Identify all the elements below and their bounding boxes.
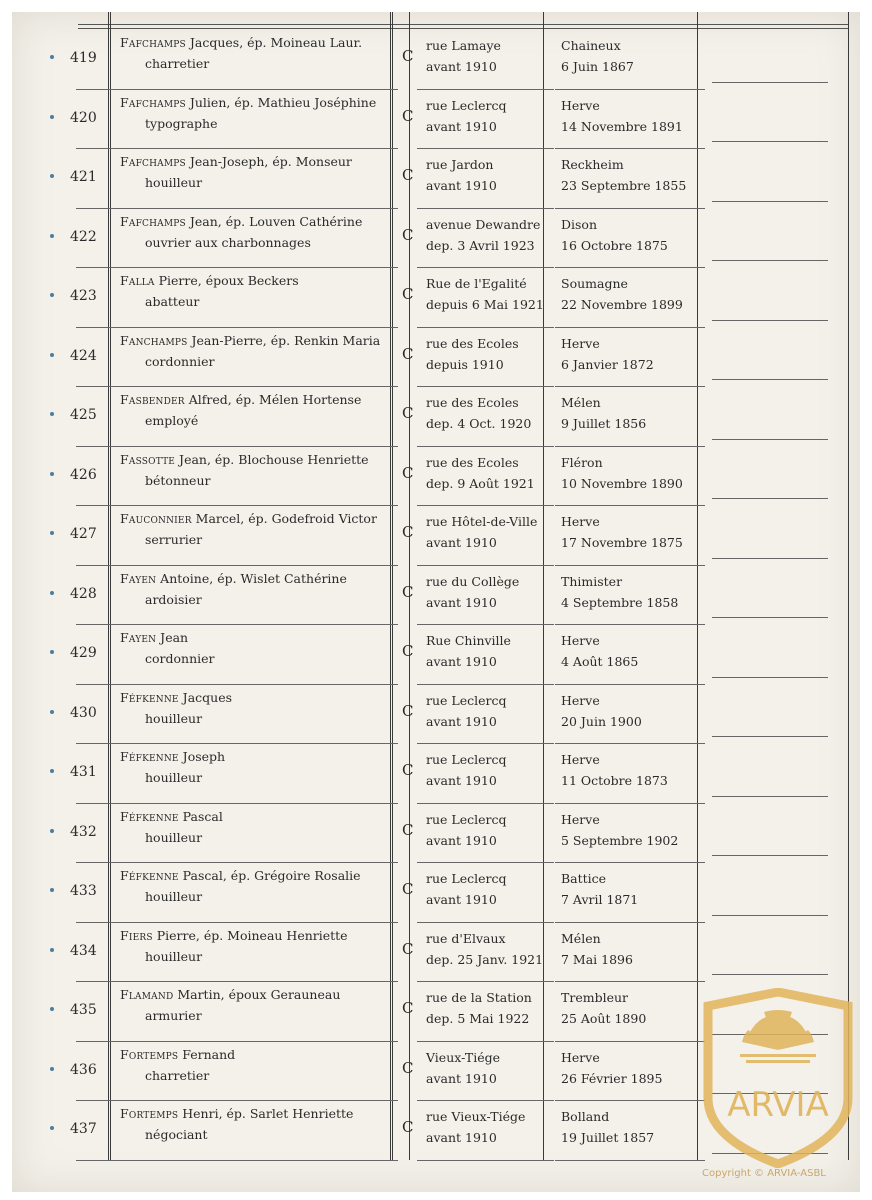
- register-entry: [12, 328, 860, 388]
- entry-number: 429: [70, 645, 97, 661]
- entry-street: rue des Ecoles: [426, 335, 519, 351]
- entry-surname: Fafchamps: [120, 154, 186, 169]
- entry-street: rue du Collège: [426, 573, 520, 589]
- row-rule: [712, 855, 828, 856]
- entry-residence-since: avant 1910: [426, 1070, 497, 1086]
- row-rule: [712, 974, 828, 975]
- entry-address: [426, 35, 501, 77]
- margin-dot: [50, 1126, 54, 1130]
- entry-name: [120, 928, 348, 943]
- entry-address: [426, 987, 532, 1029]
- entry-category: C: [402, 106, 414, 125]
- entry-birthplace: Herve: [561, 97, 600, 113]
- row-rule: [712, 379, 828, 380]
- entry-occupation: houilleur: [145, 770, 203, 785]
- entry-given-spouse: Julien, ép. Mathieu Joséphine: [185, 94, 377, 110]
- entry-birth: [561, 273, 683, 315]
- entry-birthplace: Soumagne: [561, 276, 628, 291]
- entry-street: rue Leclercq: [426, 811, 507, 827]
- entry-surname: Fanchamps: [120, 332, 188, 348]
- entry-birthplace: Herve: [561, 335, 600, 351]
- row-rule: [712, 677, 828, 678]
- entry-street: rue Vieux-Tiége: [426, 1109, 526, 1124]
- entry-occupation: ardoisier: [145, 591, 202, 607]
- entry-name: [120, 571, 347, 586]
- entry-surname: Féfkenne: [120, 868, 179, 883]
- entry-birthdate: 4 Août 1865: [561, 654, 639, 669]
- entry-birthdate: 23 Septembre 1855: [561, 178, 687, 193]
- entry-residence-since: avant 1910: [426, 118, 497, 134]
- entry-birthdate: 5 Septembre 1902: [561, 832, 679, 848]
- entry-given-spouse: Pierre, ép. Moineau Henriette: [152, 927, 348, 943]
- entry-birthdate: 17 Novembre 1875: [561, 535, 683, 550]
- entry-category: C: [402, 582, 414, 601]
- entry-residence-since: avant 1910: [426, 1130, 497, 1145]
- entry-street: rue d'Elvaux: [426, 930, 506, 946]
- entry-surname: Féfkenne: [120, 689, 179, 705]
- entry-number: 424: [70, 347, 97, 364]
- entry-category: C: [402, 344, 414, 363]
- row-rule: [76, 1160, 398, 1161]
- entry-surname: Fortemps: [120, 1046, 179, 1062]
- entry-category: C: [402, 1058, 414, 1077]
- entry-address: [426, 333, 519, 375]
- entry-name: [120, 214, 362, 229]
- entry-street: rue Leclercq: [426, 871, 507, 886]
- entry-address: [426, 273, 544, 315]
- margin-dot: [50, 650, 54, 654]
- row-rule: [712, 201, 828, 202]
- entry-category: C: [402, 999, 414, 1017]
- entry-birth: [561, 690, 642, 732]
- entry-given-spouse: Pascal, ép. Grégoire Rosalie: [178, 868, 361, 883]
- register-entry: [12, 149, 860, 209]
- entry-birth: [561, 95, 683, 137]
- entry-occupation: houilleur: [145, 948, 203, 964]
- entry-name: [120, 154, 352, 169]
- entry-birthplace: Fléron: [561, 454, 603, 470]
- row-rule: [712, 558, 828, 559]
- entry-address: [426, 928, 543, 970]
- entry-given-spouse: Jacques, ép. Moineau Laur.: [185, 35, 363, 50]
- margin-dot: [50, 293, 54, 297]
- entry-residence-since: avant 1910: [426, 535, 497, 550]
- entry-occupation: houilleur: [145, 889, 203, 904]
- margin-dot: [50, 1007, 54, 1011]
- entry-birth: [561, 1106, 654, 1148]
- entry-number: 434: [70, 942, 97, 959]
- entry-number: 427: [70, 526, 97, 542]
- entry-address: [426, 95, 506, 137]
- entry-number: 426: [70, 466, 97, 483]
- entry-birth: [561, 749, 668, 791]
- entry-birthplace: Trembleur: [561, 990, 628, 1005]
- entry-occupation: houilleur: [145, 829, 203, 845]
- margin-dot: [50, 472, 54, 476]
- header-double-rule: [78, 24, 848, 29]
- entry-surname: Flamand: [120, 987, 174, 1002]
- entry-occupation: négociant: [145, 1127, 208, 1142]
- entry-number: 436: [70, 1061, 97, 1078]
- entry-residence-since: avant 1910: [426, 594, 497, 610]
- entry-birthdate: 4 Septembre 1858: [561, 594, 679, 610]
- entry-occupation: typographe: [145, 115, 218, 131]
- entry-number: 428: [70, 585, 97, 602]
- margin-dot: [50, 948, 54, 952]
- entry-surname: Fayen: [120, 630, 157, 645]
- row-rule: [712, 141, 828, 142]
- row-rule: [712, 736, 828, 737]
- entry-address: [426, 749, 506, 791]
- entry-street: rue Leclercq: [426, 752, 507, 767]
- entry-address: [426, 1047, 500, 1089]
- entry-surname: Fortemps: [120, 1106, 179, 1121]
- entry-name: [120, 273, 299, 288]
- entry-occupation: houilleur: [145, 710, 203, 726]
- entry-surname: Fafchamps: [120, 213, 186, 229]
- entry-birthplace: Herve: [561, 633, 600, 648]
- margin-dot: [50, 1067, 54, 1071]
- entry-surname: Fayen: [120, 570, 157, 586]
- entry-birthdate: 9 Juillet 1856: [561, 416, 647, 431]
- register-entry: [12, 804, 860, 864]
- entry-given-spouse: Fernand: [178, 1046, 236, 1062]
- entry-birth: [561, 1047, 662, 1089]
- entry-category: C: [402, 463, 414, 482]
- entry-given-spouse: Jean, ép. Blochouse Henriette: [175, 451, 369, 467]
- entry-occupation: ouvrier aux charbonnages: [145, 234, 311, 250]
- entry-category: C: [402, 404, 414, 422]
- entry-birth: [561, 868, 638, 910]
- entry-name: [120, 35, 362, 50]
- row-rule: [712, 498, 828, 499]
- entry-name: [120, 511, 377, 526]
- entry-number: 422: [70, 228, 97, 245]
- entry-birthplace: Bolland: [561, 1109, 610, 1124]
- margin-dot: [50, 412, 54, 416]
- register-entry: [12, 209, 860, 269]
- register-entry: [12, 566, 860, 626]
- entry-residence-since: avant 1910: [426, 832, 497, 848]
- entry-residence-since: dep. 5 Mai 1922: [426, 1011, 530, 1026]
- entry-occupation: serrurier: [145, 532, 203, 547]
- entry-birth: [561, 452, 683, 494]
- entry-birthplace: Mélen: [561, 395, 601, 410]
- entry-street: rue Jardon: [426, 157, 494, 172]
- register-entry: [12, 447, 860, 507]
- entry-occupation: armurier: [145, 1008, 202, 1023]
- entry-birth: [561, 333, 654, 375]
- entry-street: Rue de l'Egalité: [426, 276, 527, 291]
- margin-dot: [50, 234, 54, 238]
- entry-birth: [561, 630, 638, 672]
- margin-dot: [50, 531, 54, 535]
- entry-surname: Fafchamps: [120, 35, 186, 50]
- entry-number: 437: [70, 1121, 97, 1137]
- entry-birthplace: Dison: [561, 216, 598, 232]
- entry-address: [426, 571, 519, 613]
- entry-address: [426, 511, 537, 553]
- entry-occupation: bétonneur: [145, 472, 211, 488]
- margin-dot: [50, 888, 54, 892]
- register-entry: [12, 90, 860, 150]
- entry-birthdate: 10 Novembre 1890: [561, 475, 683, 491]
- entry-occupation: abatteur: [145, 294, 200, 309]
- row-rule: [712, 915, 828, 916]
- register-entry: [12, 923, 860, 983]
- entry-street: rue Leclercq: [426, 97, 507, 113]
- entry-residence-since: dep. 4 Oct. 1920: [426, 416, 532, 431]
- entry-street: avenue Dewandre: [426, 216, 541, 232]
- entry-name: [120, 868, 361, 883]
- entry-birthdate: 20 Juin 1900: [561, 713, 642, 729]
- entry-surname: Féfkenne: [120, 808, 179, 824]
- entry-number: 431: [70, 764, 97, 780]
- entry-street: Rue Chinville: [426, 633, 511, 648]
- entry-occupation: employé: [145, 413, 199, 428]
- entry-number: 421: [70, 169, 97, 185]
- entry-surname: Falla: [120, 273, 155, 288]
- margin-dot: [50, 769, 54, 773]
- entry-surname: Fassotte: [120, 451, 176, 467]
- entry-number: 430: [70, 704, 97, 721]
- entry-birth: [561, 154, 686, 196]
- entry-surname: Fafchamps: [120, 94, 186, 110]
- entry-birthdate: 6 Juin 1867: [561, 59, 634, 74]
- register-entry: [12, 863, 860, 923]
- entry-birth: [561, 987, 646, 1029]
- entry-address: [426, 1106, 525, 1148]
- entry-number: 435: [70, 1002, 97, 1018]
- row-rule: [712, 82, 828, 83]
- entry-birthdate: 16 Octobre 1875: [561, 237, 668, 253]
- entry-name: [120, 452, 369, 467]
- entry-name: [120, 690, 232, 705]
- entry-street: rue des Ecoles: [426, 395, 519, 410]
- entry-given-spouse: Marcel, ép. Godefroid Victor: [191, 511, 377, 526]
- entry-birthdate: 7 Mai 1896: [561, 951, 633, 967]
- row-rule: [555, 1160, 705, 1161]
- entry-surname: Fasbender: [120, 392, 185, 407]
- register-entry: [12, 685, 860, 745]
- entry-given-spouse: Pierre, époux Beckers: [154, 273, 299, 288]
- entry-given-spouse: Alfred, ép. Mélen Hortense: [184, 392, 362, 407]
- entry-birthplace: Mélen: [561, 930, 601, 946]
- entry-birthplace: Herve: [561, 514, 600, 529]
- entry-residence-since: avant 1910: [426, 654, 497, 669]
- entry-category: C: [402, 225, 414, 244]
- entry-residence-since: avant 1910: [426, 59, 497, 74]
- entry-birthdate: 14 Novembre 1891: [561, 118, 683, 134]
- entry-birth: [561, 511, 683, 553]
- entry-street: rue Lamaye: [426, 38, 501, 53]
- entry-residence-since: avant 1910: [426, 892, 497, 907]
- margin-dot: [50, 174, 54, 178]
- entry-given-spouse: Joseph: [178, 749, 226, 764]
- entry-name: [120, 95, 376, 110]
- margin-dot: [50, 591, 54, 595]
- entry-residence-since: dep. 9 Août 1921: [426, 475, 535, 491]
- row-rule: [417, 1160, 554, 1161]
- entry-name: [120, 1047, 235, 1062]
- row-rule: [712, 617, 828, 618]
- margin-dot: [50, 55, 54, 59]
- entry-surname: Féfkenne: [120, 749, 179, 764]
- entry-occupation: charretier: [145, 1067, 210, 1083]
- entry-birthplace: Chaineux: [561, 38, 621, 53]
- entry-category: C: [402, 761, 414, 779]
- entry-category: C: [402, 880, 414, 898]
- entry-category: C: [402, 1118, 414, 1136]
- entry-birthplace: Reckheim: [561, 157, 624, 172]
- entry-name: [120, 333, 380, 348]
- entry-birthplace: Herve: [561, 752, 600, 767]
- entry-given-spouse: Jean-Pierre, ép. Renkin Maria: [187, 332, 381, 348]
- entry-address: [426, 214, 540, 256]
- entry-residence-since: avant 1910: [426, 178, 497, 193]
- register-entry: [12, 506, 860, 566]
- register-page: [12, 12, 860, 1192]
- entry-address: [426, 630, 511, 672]
- arvia-shield-logo: [698, 988, 858, 1168]
- register-entry: [12, 30, 860, 90]
- entry-birthdate: 19 Juillet 1857: [561, 1130, 655, 1145]
- entry-category: C: [402, 285, 414, 303]
- entry-given-spouse: Martin, époux Gerauneau: [173, 987, 341, 1002]
- margin-dot: [50, 710, 54, 714]
- entry-name: [120, 987, 340, 1002]
- entry-birthdate: 26 Février 1895: [561, 1070, 663, 1086]
- entry-street: rue des Ecoles: [426, 454, 519, 470]
- entry-residence-since: dep. 25 Janv. 1921: [426, 951, 544, 967]
- entry-category: C: [402, 523, 414, 541]
- entry-street: rue Leclercq: [426, 692, 507, 708]
- entry-address: [426, 392, 531, 434]
- margin-dot: [50, 115, 54, 119]
- margin-dot: [50, 829, 54, 833]
- entry-birthplace: Herve: [561, 1049, 600, 1065]
- entry-residence-since: depuis 1910: [426, 356, 504, 372]
- entry-given-spouse: Jean-Joseph, ép. Monseur: [185, 154, 352, 169]
- entry-residence-since: avant 1910: [426, 713, 497, 729]
- entry-occupation: houilleur: [145, 175, 203, 190]
- entry-given-spouse: Pascal: [178, 808, 223, 824]
- entry-birthdate: 7 Avril 1871: [561, 892, 639, 907]
- entry-occupation: cordonnier: [145, 651, 215, 666]
- entry-birth: [561, 809, 678, 851]
- entry-street: Vieux-Tiége: [426, 1049, 500, 1065]
- entry-birthplace: Herve: [561, 692, 600, 708]
- entry-given-spouse: Jacques: [178, 689, 233, 705]
- entry-birth: [561, 214, 668, 256]
- row-rule: [712, 439, 828, 440]
- entry-surname: Fauconnier: [120, 511, 192, 526]
- entry-birth: [561, 35, 634, 77]
- entry-number: 423: [70, 288, 97, 304]
- entry-number: 425: [70, 407, 97, 423]
- margin-dot: [50, 353, 54, 357]
- entry-birthdate: 6 Janvier 1872: [561, 356, 654, 372]
- entry-address: [426, 809, 506, 851]
- entry-residence-since: depuis 6 Mai 1921: [426, 297, 544, 312]
- entry-street: rue de la Station: [426, 990, 532, 1005]
- entry-name: [120, 809, 223, 824]
- entry-address: [426, 154, 497, 196]
- entry-birthdate: 22 Novembre 1899: [561, 297, 683, 312]
- entry-occupation: cordonnier: [145, 353, 215, 369]
- entry-given-spouse: Jean: [156, 630, 189, 645]
- entry-category: C: [402, 820, 414, 839]
- row-rule: [712, 320, 828, 321]
- entry-number: 432: [70, 823, 97, 840]
- logo-text: ARVIA: [727, 1085, 829, 1125]
- entry-category: C: [402, 166, 414, 184]
- entry-street: rue Hôtel-de-Ville: [426, 514, 538, 529]
- entry-name: [120, 749, 225, 764]
- entry-given-spouse: Henri, ép. Sarlet Henriette: [178, 1106, 354, 1121]
- entry-occupation: charretier: [145, 56, 210, 71]
- entry-name: [120, 1106, 353, 1121]
- entry-number: 433: [70, 883, 97, 899]
- entry-given-spouse: Antoine, ép. Wislet Cathérine: [156, 570, 347, 586]
- entry-address: [426, 452, 535, 494]
- entry-birthplace: Battice: [561, 871, 607, 886]
- register-entry: [12, 744, 860, 804]
- entry-surname: Fiers: [120, 927, 153, 943]
- row-rule: [712, 260, 828, 261]
- entry-name: [120, 630, 188, 645]
- entry-category: C: [402, 939, 414, 958]
- entry-name: [120, 392, 361, 407]
- register-entry: [12, 268, 860, 328]
- entry-category: C: [402, 47, 414, 65]
- entry-given-spouse: Jean, ép. Louven Cathérine: [185, 213, 363, 229]
- entry-category: C: [402, 701, 414, 720]
- entry-birthdate: 25 Août 1890: [561, 1011, 647, 1026]
- entry-address: [426, 868, 506, 910]
- register-entry: [12, 625, 860, 685]
- entry-number: 420: [70, 109, 97, 126]
- register-entry: [12, 387, 860, 447]
- entry-number: 419: [70, 50, 97, 66]
- entry-category: C: [402, 642, 414, 660]
- entry-address: [426, 690, 506, 732]
- entry-birth: [561, 392, 646, 434]
- entry-birthplace: Thimister: [561, 573, 623, 589]
- entry-birth: [561, 571, 678, 613]
- entry-residence-since: dep. 3 Avril 1923: [426, 237, 535, 253]
- entry-birth: [561, 928, 633, 970]
- copyright-text: Copyright © ARVIA-ASBL: [702, 1168, 826, 1179]
- entry-birthdate: 11 Octobre 1873: [561, 773, 668, 788]
- entry-birthplace: Herve: [561, 811, 600, 827]
- entry-residence-since: avant 1910: [426, 773, 497, 788]
- row-rule: [712, 796, 828, 797]
